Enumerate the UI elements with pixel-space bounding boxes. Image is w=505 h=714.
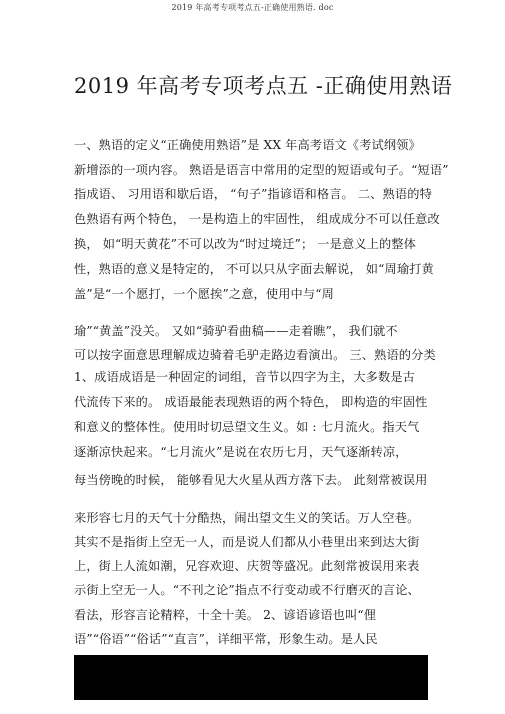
paragraph-line: 性，熟语的意义是特定的， 不可以只从字面去解说， 如“周瑜打黄 <box>74 262 434 276</box>
paragraph-line: 来形容七月的天气十分酷热，闹出望文生义的笑话。万人空巷。 <box>74 511 420 525</box>
paragraph-line: 每当傍晚的时候， 能够看见大火星从西方落下去。 此刻常被误用 <box>74 473 428 487</box>
paragraph-line: 和意义的整体性。使用时切忌望文生义。如 : 七月流火。指天气 <box>74 420 420 434</box>
paragraph-line: 换， 如“明天黄花”不可以改为“时过境迁”； 一是意义上的整体 <box>74 237 417 251</box>
paragraph-line: 可以按字面意思理解成边骑着毛驴走路边看演出。 三、熟语的分类 <box>74 348 436 362</box>
paragraph-line: 1、成语成语是一种固定的词组，音节以四字为主，大多数是古 <box>74 370 416 384</box>
paragraph-line: 其实不是指街上空无一人，而是说人们都从小巷里出来到达大街 <box>74 535 420 549</box>
paragraph-line: 上，街上人流如潮，兄容欢迎、庆贺等盛况。此刻常被误用来表 <box>74 559 420 573</box>
paragraph-line: 看法，形容言论精粹，十全十美。 2、谚语谚语也叫“俚 <box>74 608 377 622</box>
paragraph-line: 一、熟语的定义“正确使用熟语”是 XX 年高考语文《考试纲领》 <box>74 138 421 152</box>
redaction-block <box>74 655 428 700</box>
document-title: 2019 年高考专项考点五 -正确使用熟语 <box>74 74 453 98</box>
paragraph-line: 语”“俗语”“俗话”“直言”，详细平常，形象生动。是人民 <box>74 632 378 646</box>
paragraph-line: 瑜”“黄盖”没关。 又如“骑驴看曲稿——走着瞧”， 我们就不 <box>74 324 398 338</box>
paragraph-line: 色熟语有两个特色， 一是构造上的牢固性， 组成成分不可以任意改 <box>74 212 440 226</box>
paragraph-line: 新增添的一项内容。 熟语是语言中常用的定型的短语或句子。“短语” <box>74 163 449 177</box>
paragraph-line: 示街上空无一人。“不刊之论”指点不行变动或不行磨灭的言论、 <box>74 583 420 597</box>
paragraph-line: 指成语、 习用语和歇后语， “句子”指谚语和格言。 二、熟语的特 <box>74 187 432 201</box>
paragraph-line: 盖”是“一个愿打，一个愿挨”之意，使用中与“周 <box>74 287 334 301</box>
paragraph-line: 逐渐凉快起来。“七月流火”是说在农历七月，天气逐渐转凉， <box>74 445 408 459</box>
paragraph-line: 代流传下来的。 成语最能表现熟语的两个特色， 即构造的牢固性 <box>74 395 428 409</box>
document-filename-header: 2019 年高考专项考点五-正确使用熟语. doc <box>171 3 334 12</box>
